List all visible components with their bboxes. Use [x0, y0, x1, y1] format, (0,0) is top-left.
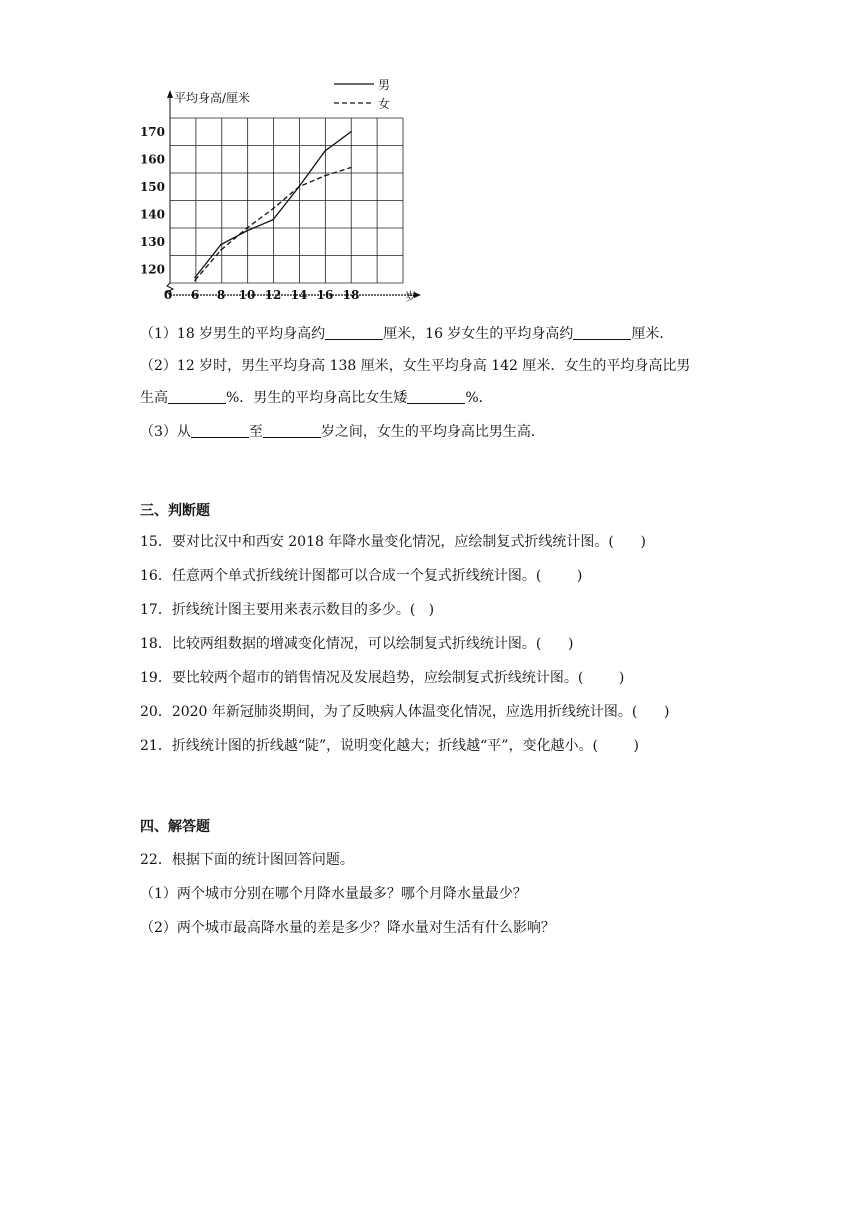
x-tick-label: 18	[342, 288, 360, 302]
y-tick-label: 150	[139, 179, 165, 194]
data-point	[220, 244, 222, 246]
judge-text: 20．2020 年新冠肺炎期间，为了反映病人体温变化情况，应选用折线统计图。(	[140, 704, 638, 720]
data-point	[324, 150, 326, 152]
judge-text: 15．要对比汉中和西安 2018 年降水量变化情况，应绘制复式折线统计图。(	[140, 534, 614, 550]
y-axis-arrow	[167, 90, 173, 98]
q14-p3-text-a: （3）从	[140, 424, 191, 440]
chart-svg	[130, 72, 440, 304]
judge-item-18	[140, 634, 573, 654]
judge-text: 18．比较两组数据的增减变化情况，可以绘制复式折线统计图。(	[140, 636, 542, 652]
judge-text: 16．任意两个单式折线统计图都可以合成一个复式折线统计图。(	[140, 568, 542, 584]
answer-paren[interactable]: )	[583, 670, 625, 686]
x-tick-label: 6	[190, 288, 200, 302]
answer-blank[interactable]	[191, 423, 249, 438]
q14-part2-line1	[140, 356, 690, 376]
section4-title: 四、解答题	[140, 819, 210, 835]
judge-text: 21．折线统计图的折线越“陡”，说明变化越大；折线越“平”，变化越小。(	[140, 738, 598, 754]
q14-p2-text-c: %．男生的平均身高比女生矮	[226, 390, 408, 406]
x-tick-label: 0	[163, 288, 173, 302]
answer-blank[interactable]	[573, 325, 631, 340]
answer-paren[interactable]: )	[597, 738, 639, 754]
data-point	[194, 277, 196, 279]
series-line-girls	[195, 168, 351, 281]
q14-p2-text-d: %．	[465, 390, 493, 406]
y-axis-label: 平均身高/厘米	[174, 91, 251, 105]
answer-blank[interactable]	[407, 389, 465, 404]
q14-part2-line2	[140, 388, 493, 408]
q22-part2: （2）两个城市最高降水量的差是多少？降水量对生活有什么影响？	[140, 920, 555, 936]
answer-paren[interactable]: )	[541, 636, 574, 652]
data-point	[246, 230, 248, 232]
data-point	[194, 279, 196, 281]
judge-item-20	[140, 702, 670, 722]
x-tick-label: 16	[316, 288, 334, 302]
judge-text: 19．要比较两个超市的销售情况及发展趋势，应绘制复式折线统计图。(	[140, 670, 584, 686]
answer-blank[interactable]	[325, 325, 383, 340]
data-point	[246, 227, 248, 229]
height-line-chart	[130, 72, 440, 304]
q22-title: 22．根据下面的统计图回答问题。	[140, 852, 354, 868]
data-point	[350, 167, 352, 169]
q14-part3	[140, 422, 545, 442]
y-tick-label: 140	[139, 207, 165, 222]
judge-item-19	[140, 668, 624, 688]
data-point	[272, 208, 274, 210]
answer-paren[interactable]: )	[415, 602, 435, 618]
answer-blank[interactable]	[168, 389, 226, 404]
q14-p3-text-c: 岁之间，女生的平均身高比男生高．	[320, 424, 545, 440]
data-point	[350, 131, 352, 133]
data-point	[298, 186, 300, 188]
judge-item-21	[140, 736, 639, 756]
data-point	[272, 219, 274, 221]
y-tick-label: 130	[139, 234, 165, 249]
answer-paren[interactable]: )	[541, 568, 583, 584]
y-tick-label: 120	[139, 262, 165, 277]
judge-text: 17．折线统计图主要用来表示数目的多少。(	[140, 602, 416, 618]
q14-p1-text-a: （1）18 岁男生的平均身高约	[140, 326, 326, 342]
data-point	[324, 175, 326, 177]
x-tick-label: 10	[238, 288, 256, 302]
answer-paren[interactable]: )	[613, 534, 646, 550]
q14-p2-text-a: （2）12 岁时，男生平均身高 138 厘米，女生平均身高 142 厘米．女生的平均身高比男	[140, 358, 691, 374]
x-axis-label: 岁	[405, 290, 416, 303]
q14-p1-text-c: 厘米．	[631, 326, 674, 342]
q14-p2-text-b: 生高	[140, 390, 168, 406]
data-point	[220, 249, 222, 251]
judge-item-15	[140, 532, 646, 552]
y-tick-label: 160	[139, 152, 165, 167]
x-tick-label: 14	[290, 288, 308, 302]
section3-title: 三、判断题	[140, 503, 210, 519]
y-tick-label: 170	[139, 124, 165, 139]
q22-part1: （1）两个城市分别在哪个月降水量最多？哪个月降水量最少？	[140, 886, 527, 902]
x-tick-label: 8	[216, 288, 226, 302]
judge-item-17	[140, 600, 434, 620]
answer-paren[interactable]: )	[637, 704, 670, 720]
answer-blank[interactable]	[263, 423, 321, 438]
judge-item-16	[140, 566, 582, 586]
legend-label: 女	[378, 97, 391, 111]
x-tick-label: 12	[264, 288, 282, 302]
q14-part1	[140, 324, 673, 344]
legend-label: 男	[378, 78, 391, 92]
q14-p1-text-b: 厘米，16 岁女生的平均身高约	[383, 326, 574, 342]
q14-p3-text-b: 至	[248, 424, 263, 440]
